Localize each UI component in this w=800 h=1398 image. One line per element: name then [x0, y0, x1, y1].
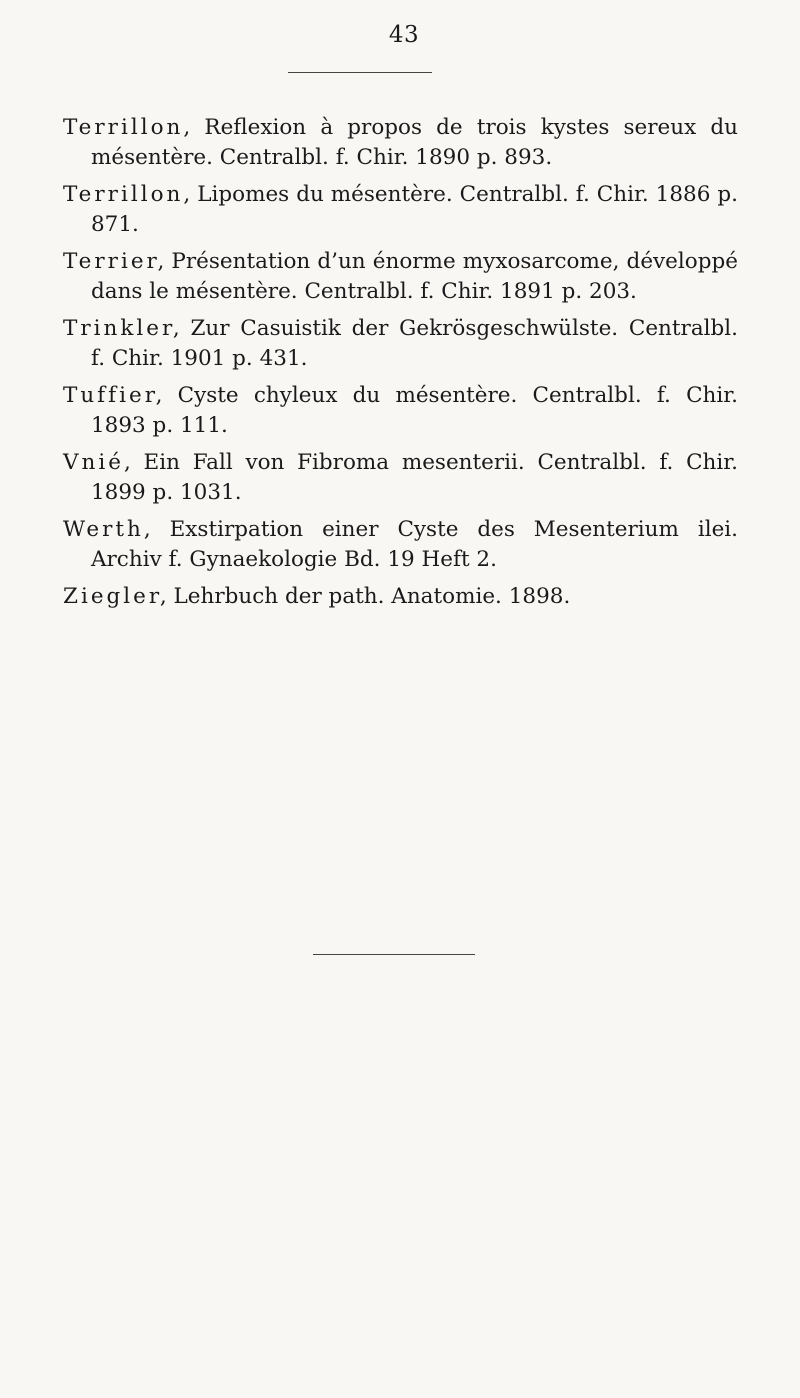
closing-rule	[313, 954, 475, 955]
reference-author: Terrier,	[63, 249, 168, 274]
reference-text: Zur Casuistik der Gekrösgeschwülste. Centralbl. f. Chir. 1901 p. 431.	[91, 316, 738, 371]
reference-text: Cyste chyleux du mésentère. Centralbl. f. Chir. 1893 p. 111.	[91, 383, 738, 438]
reference-text: Reflexion à propos de trois kystes sereux du mésentère. Centralbl. f. Chir. 1890 p. 893.	[91, 115, 739, 170]
reference-list	[63, 113, 738, 619]
reference-entry	[63, 247, 738, 307]
reference-author: Werth,	[63, 517, 154, 542]
page-number: 43	[388, 22, 420, 48]
reference-entry	[63, 381, 738, 441]
reference-entry	[63, 314, 738, 374]
reference-entry	[63, 448, 738, 508]
reference-entry	[63, 113, 738, 173]
reference-text: Lehrbuch der path. Anatomie. 1898.	[173, 584, 571, 609]
reference-entry	[63, 180, 738, 240]
reference-author: Terrillon,	[63, 115, 194, 140]
reference-entry	[63, 582, 738, 612]
reference-author: Trinkler,	[63, 316, 183, 341]
reference-author: Vnié,	[63, 450, 134, 475]
header-rule	[288, 72, 432, 73]
reference-entry	[63, 515, 738, 575]
reference-author: Tuffier,	[63, 383, 166, 408]
reference-text: Ein Fall von Fibroma mesenterii. Centralbl. f. Chir. 1899 p. 1031.	[91, 450, 738, 505]
reference-author: Ziegler,	[63, 584, 170, 609]
reference-text: Lipomes du mésentère. Centralbl. f. Chir. 1886 p. 871.	[91, 182, 738, 237]
reference-author: Terrillon,	[63, 182, 194, 207]
reference-text: Exstirpation einer Cyste des Mesenterium ilei. Archiv f. Gynaekologie Bd. 19 Heft 2.	[91, 517, 739, 572]
reference-text: Présentation d’un énorme myxosarcome, développé dans le mésentère. Centralbl. f. Chir. 1891 p. 203.	[91, 249, 738, 304]
